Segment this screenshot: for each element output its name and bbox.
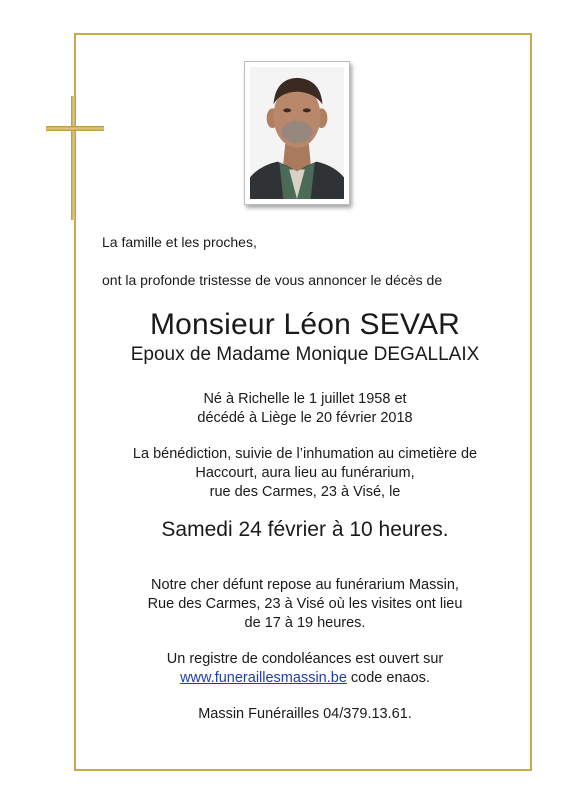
ceremony-line-2: Haccourt, aura lieu au funérarium, <box>195 465 415 481</box>
deceased-name: Monsieur Léon SEVAR <box>149 308 461 341</box>
visits-line-2: Rue des Carmes, 23 à Visé où les visites ont lieu <box>147 596 463 612</box>
death-line: décédé à Liège le 20 février 2018 <box>197 410 413 426</box>
visits-line-1: Notre cher défunt repose au funérarium Massin, <box>151 577 459 593</box>
visits-line-3: de 17 à 19 heures. <box>244 615 366 631</box>
birth-line: Né à Richelle le 1 juillet 1958 et <box>203 391 407 407</box>
condolences-code: code enaos. <box>346 670 430 686</box>
intro-family-line: La famille et les proches, <box>102 234 257 250</box>
ceremony-date: Samedi 24 février à 10 heures. <box>161 518 449 541</box>
condolences-line: Un registre de condoléances est ouvert sur <box>166 651 444 667</box>
condolences-website-link[interactable]: www.funeraillesmassin.be <box>180 670 347 686</box>
spouse-line: Epoux de Madame Monique DEGALLAIX <box>130 344 480 365</box>
cross-horizontal-bar <box>46 126 104 131</box>
funeral-home-contact: Massin Funérailles 04/379.13.61. <box>198 706 412 722</box>
cross-vertical-bar <box>71 96 76 220</box>
intro-announcement-line: ont la profonde tristesse de vous annoncer le décès de <box>102 272 443 288</box>
portrait-photo-frame <box>244 61 350 205</box>
ceremony-line-3: rue des Carmes, 23 à Visé, le <box>209 484 401 500</box>
ceremony-line-1: La bénédiction, suivie de l’inhumation au cimetière de <box>132 446 478 462</box>
portrait-photo <box>250 67 344 199</box>
condolences-link-line <box>100 669 510 688</box>
